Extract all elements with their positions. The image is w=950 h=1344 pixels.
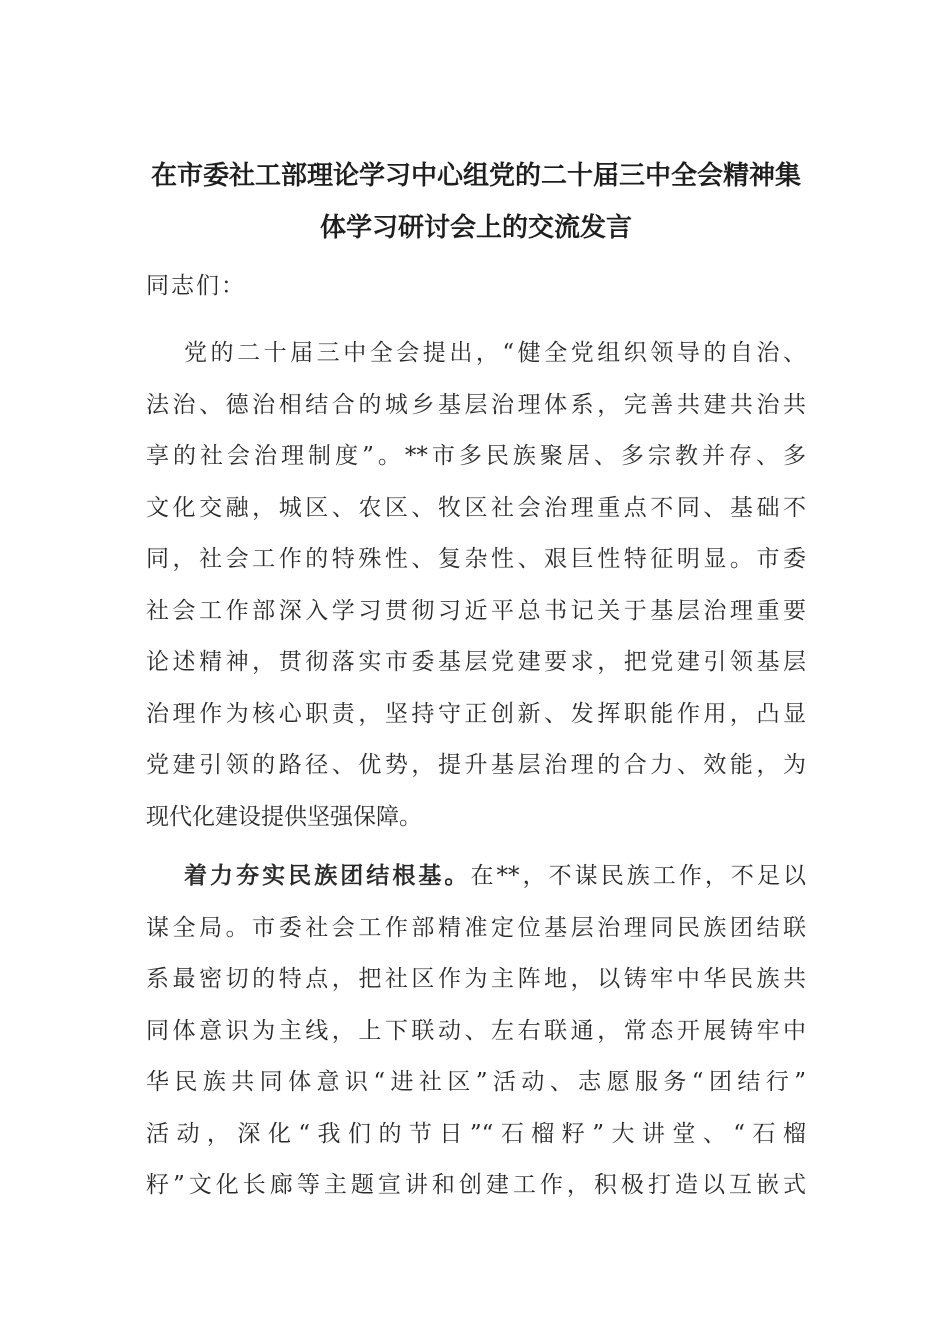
paragraph-line: 谋全局。市委社会工作部精准定位基层治理同民族团结联 xyxy=(146,914,806,941)
paragraph-line: 享的社会治理制度”。**市多民族聚居、多宗教并存、多 xyxy=(146,443,806,469)
paragraph-first-line xyxy=(146,851,806,903)
paragraph-line: 系最密切的特点，把社区作为主阵地，以铸牢中华民族共 xyxy=(146,966,806,992)
paragraph-line: 同，社会工作的特殊性、复杂性、艰巨性特征明显。市委 xyxy=(146,546,806,572)
document-title-line-1: 在市委社工部理论学习中心组党的二十届三中全会精神集 xyxy=(150,161,801,191)
paragraph-line: 华民族共同体意识“进社区”活动、志愿服务“团结行” xyxy=(146,1069,806,1095)
paragraph-line: 活动，深化“我们的节日”“石榴籽”大讲堂、“石榴 xyxy=(146,1120,806,1147)
document-page xyxy=(146,150,806,1212)
paragraph-line: 论述精神，贯彻落实市委基层党建要求，把党建引领基层 xyxy=(146,649,806,675)
paragraph-intro xyxy=(146,328,806,843)
paragraph-first-line-rest: 在**，不谋民族工作，不足以 xyxy=(470,863,807,889)
paragraph-line: 文化交融，城区、农区、牧区社会治理重点不同、基础不 xyxy=(146,494,806,521)
paragraph-line: 社会工作部深入学习贯彻习近平总书记关于基层治理重要 xyxy=(146,597,806,624)
paragraph-line: 党建引领的路径、优势，提升基层治理的合力、效能，为 xyxy=(146,752,806,778)
salutation: 同志们： xyxy=(146,273,246,299)
section-heading-lead: 着力夯实民族团结根基。 xyxy=(184,863,471,889)
paragraph-line: 现代化建设提供坚强保障。 xyxy=(146,803,422,830)
paragraph-line: 籽”文化长廊等主题宣讲和创建工作，积极打造以互嵌式 xyxy=(146,1172,806,1198)
paragraph-line: 同体意识为主线，上下联动、左右联通，常态开展铸牢中 xyxy=(146,1017,806,1044)
paragraph-line: 法治、德治相结合的城乡基层治理体系，完善共建共治共 xyxy=(146,391,806,418)
document-title-line-2: 体学习研讨会上的交流发言 xyxy=(319,213,632,243)
paragraph-line: 党的二十届三中全会提出，“健全党组织领导的自治、 xyxy=(184,340,806,366)
paragraph-line: 治理作为核心职责，坚持守正创新、发挥职能作用，凸显 xyxy=(146,700,806,727)
paragraph-ethnic-unity xyxy=(146,851,806,1212)
